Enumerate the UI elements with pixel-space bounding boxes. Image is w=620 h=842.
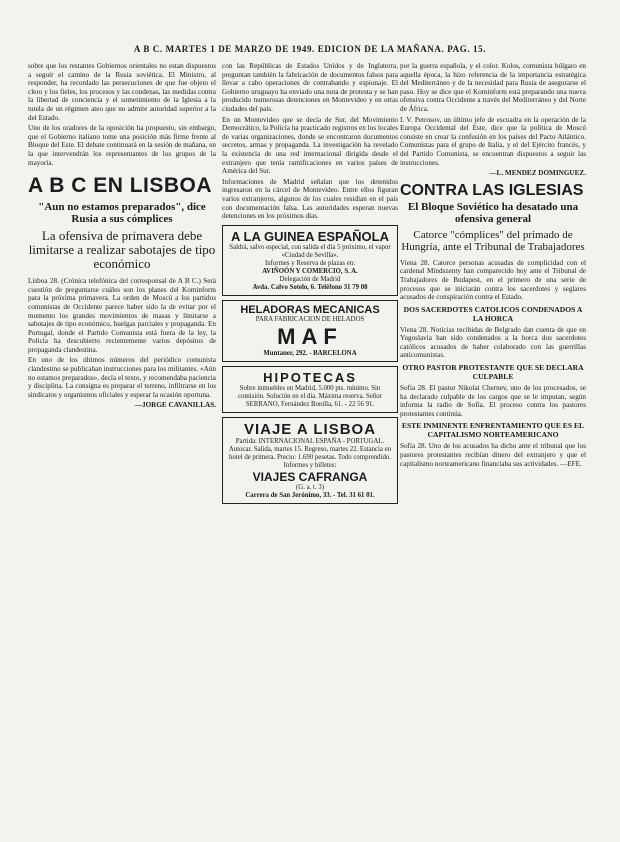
ad-guinea [222,225,398,296]
ad-text: Muntaner, 292. - BARCELONA [263,349,357,357]
ad-text: Avda. Calvo Sotelo, 6. Teléfono 31 79 08 [252,283,368,291]
article-text: Informaciones de Madrid señalan que los detenidos ingresaron en la cárcel de Montevideo. Entre ellos figuran varios extranjeros, algunos de los cuales residían en el país con documentación falsa. Las autoridades esperan nuevas detenciones en los próximos días. [222,177,398,221]
ad-title: HELADORAS MECANICAS [240,303,380,316]
subhead: ESTE INMINENTE ENFRENTAMIENTO QUE ES EL CAPITALISMO NORTEAMERICANO [401,421,585,440]
ad-text: Saldrá, salvo especial, con salida el día 5 próximo, el vapor «Ciudad de Sevilla». [229,243,391,259]
article-text: sobre que los restantes Gobiernos orientales no estan dispuestos a seguir el camino de la Rusia soviética. El Ministro, al responder, ha recordado las persecuciones de que fue objeto el clero y los fieles, los procesos y las condenas, las medidas contra la libertad de conciencia y el sometimiento de la Iglesia a la tutela de un régimen ateo que no admite autoridad superior a la del Estado. [28,62,216,122]
ad-title: A LA GUINEA ESPAÑOLA [231,228,389,244]
byline: —JORGE CAVANILLAS. [134,401,216,410]
section-title: A B C EN LISBOA [28,174,213,198]
ad-title: HIPOTECAS [263,369,357,385]
ad-text: PARA FABRICACION DE HELADOS [255,315,365,323]
article-text: con las Repúblicas de Estados Unidos y de Inglaterra, preguntan también la fabricación de documentos falsos para llevar a cabo operaciones de contrabando y espionaje. El Gobierno uruguayo ha enviado una nota de protesta y se han producido numerosas detenciones en Montevideo y en otras ciudades del país. [222,62,398,113]
article-text: Lisboa 28. (Crónica telefónica del corresponsal de A B C.) Será cuestión de preguntarse cuáles son los planes del Kominform para la próxima primavera. La orden de Moscú a los partidos comunistas de Occidente parece haber sido la de evitar por el momento los grandes movimientos de masas y limitarse a sabotajes de tipo económico, huelgas parciales y propaganda. En Portugal, donde el Partido Comunista está fuera de la ley, la Policía ha descubierto recientemente varios depósitos de propaganda clandestina. [28,277,216,354]
byline: —L. MENDEZ DOMINGUEZ. [489,169,586,178]
column-1 [28,62,216,412]
subheadline: La ofensiva de primavera debe limitarse a realizar sabotajes de tipo económico [28,228,216,272]
ad-text: Informes y Reserva de plazas en: [264,259,356,267]
ad-text: Partida: INTERNACIONAL ESPAÑA - PORTUGAL. Autocar. Salida, martes 15. Regreso, martes 22. Estancia en hotel de primera. Precio: 1.690 pesetas. Todo comprendido. Informes y billetes: [228,437,392,469]
ad-text: Delegación de Madrid [279,275,341,283]
ad-heladoras [222,300,398,362]
headline: El Bloque Soviético ha desatado una ofensiva general [407,200,579,225]
subhead: DOS SACERDOTES CATOLICOS CONDENADOS A LA HORCA [403,304,583,323]
article-text: Sofía 28. Uno de los acusados ha dicho ante el tribunal que los pastores protestantes recibían dinero del extranjero y que el capitalismo norteamericano financiaba sus actividades. —EFE. [400,442,586,468]
article-text: Sofía 28. El pastor Nikolai Chernev, uno de los procesados, se ha declarado culpable de los cargos que se le imputan, según informa la radio de Sofía. El proceso contra los pastores protestantes continúa. [400,384,586,418]
article-text: Viena 28. Catorce personas acusadas de complicidad con el cardenal Mindszenty han comparecido hoy ante el Tribunal de Trabajadores de Budapest, en el primero de una serie de procesos que se iniciarán contra los sacerdotes y seglares acusados de conspiración contra el Estado. [400,258,586,302]
page-header: A B C. MARTES 1 DE MARZO DE 1949. EDICION DE LA MAÑANA. PAG. 15. [133,44,487,54]
subheadline: Catorce "cómplices" del primado de Hungría, ante el Tribunal de Trabajadores [401,228,585,253]
article-text: Viena 28. Noticias recibidas de Belgrado dan cuenta de que en Yugoslavia han sido condenados a la horca dos sacerdotes católicos acusados de haber colaborado con las guerrillas anticomunistas. [400,325,586,360]
ad-hipotecas [222,366,398,413]
article-text: Uno de los oradores de la oposición ha propuesto, sin embargo, que el Gobierno italiano tome una posición más firme frente al Bloque del Este. El debate continuará en la sesión de mañana, en la que intervendrán los representantes de los grupos de la mayoría. [28,124,216,167]
ad-title: VIAJE A LISBOA [243,420,377,438]
ad-brand: MAF [277,323,343,349]
column-2 [222,62,398,508]
ad-viaje-lisboa [222,417,398,504]
column-3 [400,62,586,470]
ad-brand: VIAJES CAFRANGA [252,469,368,484]
subhead: OTRO PASTOR PROTESTANTE QUE SE DECLARA CULPABLE [402,363,584,382]
ad-text: (G. a. t. 3) [296,483,324,491]
article-text: I. V. Petrosov, un último jefe de escuadra en la operación de la Europa Occidental del Este, dice que la política de Moscú consiste en crear la confusión en los países del Pacto Atlántico. Comunistas para el grupo de Italia, y el del Ejército francés, y del Partido Comunista, se encuentran dispuestos a seguir las instrucciones. [400,115,586,167]
article-text: En un Montevideo que se decía de Sur, del Movimiento Democrático, la Policía ha practicado registros en los locales de varias organizaciones, donde se encontraron documentos secretos, armas y propaganda. La investigación ha revelado la existencia de una red internacional dirigida desde el extranjero que tenía ramificaciones en varios países de América del Sur. [222,115,398,176]
headline: "Aun no estamos preparados", dice Rusia a sus cómplices [38,201,206,226]
ad-text: Carrera de San Jerónimo, 33. - Tel. 31 61 01. [245,491,375,499]
ad-text: AVIÑOÓN Y COMERCIO, S. A. [262,267,358,275]
ad-text: Sobre inmuebles en Madrid, 5.000 pts. mínimo. Sin comisión. Solución en el día. Máxima reserva. Señor SERRANO, Fernández Bonilla, 61. - 22 56 91. [238,384,382,408]
section-title: CONTRA LAS IGLESIAS [400,181,584,199]
article-text: por la guerra española, y el color. Kolos, comunista búlgaro en aquella época, la hizo referencia de la importancia estratégica del Mediterráneo y de la necesidad para Rusia de asegurarse el paso. Hoy se dice que el Kominform está preparando una nueva ofensiva contra Occidente a través del Mediterráneo y del Norte de África. [400,62,586,113]
article-text: En uno de los últimos números del periódico comunista clandestino se publicaban instrucciones para los militantes. «Aún no estamos preparados», decía el texto, y recomendaba paciencia y disciplina. La consigna es preparar el terreno, infiltrarse en los sindicatos y organismos oficiales y esperar la ocasión oportuna. [28,356,216,399]
